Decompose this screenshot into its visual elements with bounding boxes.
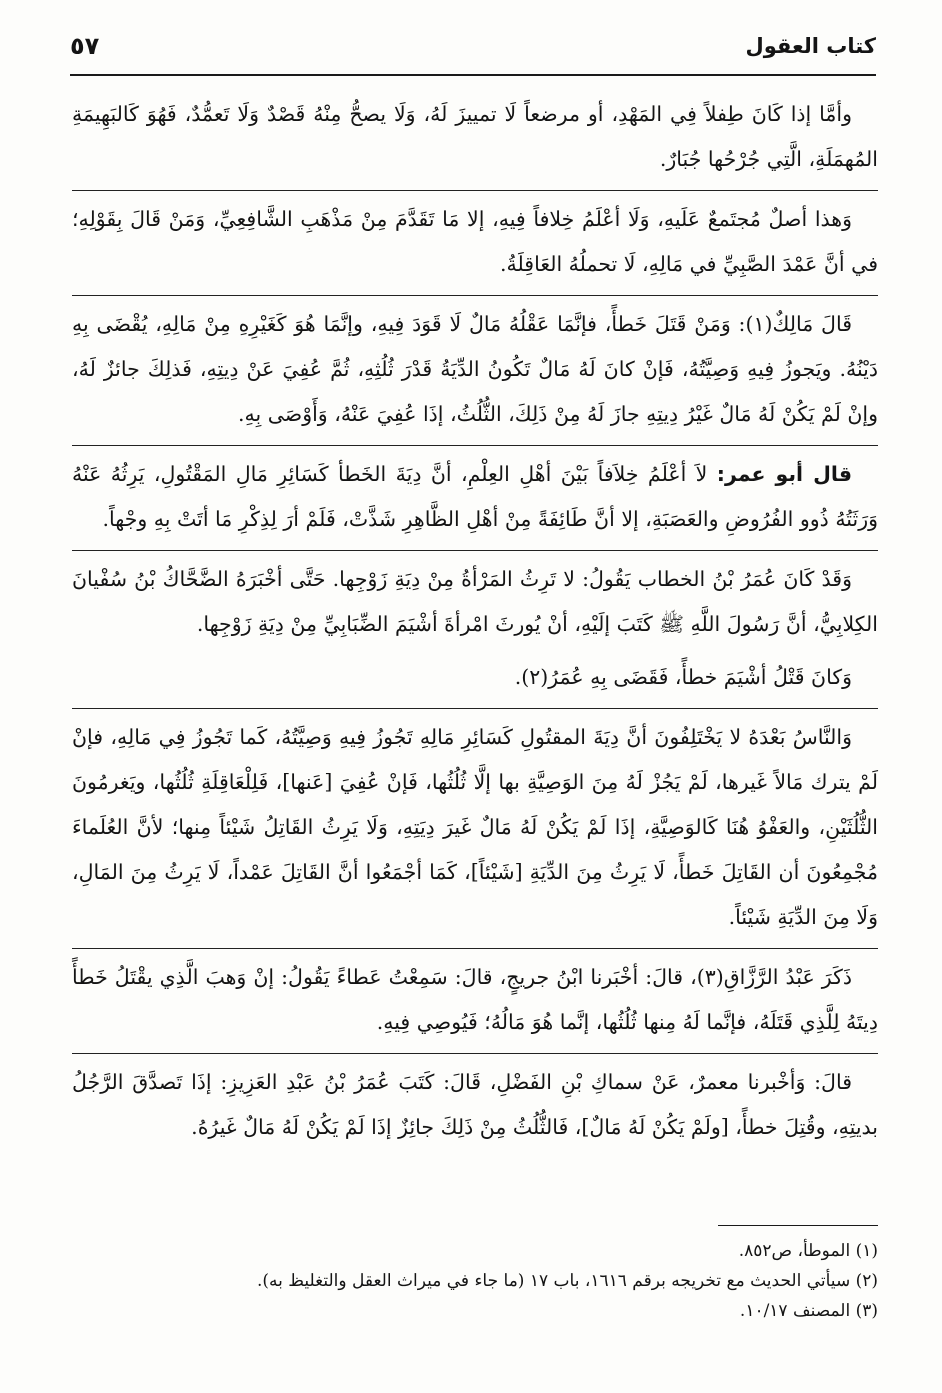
paragraph-text: وَهذا أصلٌ مُجتَمعٌ عَلَيهِ، وَلَا أعْلَمُ خِلافاً فِيهِ، إلا مَا تَقَدَّمَ مِنْ مَذْهَبِ الشَّافِعِيِّ، وَمَنْ قَالَ بِقَوْلِهِ؛ في أنَّ عَمْدَ الصَّبِيِّ في مَالِهِ، لَا تحملُهُ العَاقِلَةُ.	[72, 207, 878, 276]
footnote: (٣) المصنف ١٠/١٧.	[739, 1301, 878, 1321]
paragraph	[72, 655, 878, 700]
paragraph-text: قالَ: وَأخْبرنا معمرٌ، عَنْ سماكِ بْنِ الفَضْلِ، قَالَ: كَتَبَ عُمَرُ بْنُ عَبْدِ العَزِيزِ: إذَا تَصدَّقَ الرَّجُلُ بديتِهِ، وقُتِلَ خطأً، [ولَمْ يَكُنْ لَهُ مَالٌ]، فَالثُّلُثُ مِنْ ذَلِكَ جائِزٌ إذَا لَمْ يَكُنْ لَهُ مَالٌ غَيرُهُ.	[72, 1070, 878, 1139]
book-title: كتاب العقول	[739, 34, 876, 58]
paragraph-text: وأمَّا إذا كَانَ طِفلاً فِي المَهْدِ، أو مرضعاً لَا تمييزَ لَهُ، وَلَا يصحُّ مِنْهُ قَصْدٌ وَلَا تَعمُّدٌ، فَهُوَ كَالبَهِيمَةِ المُهمَلَةِ، الَّتِي جُرْحُها جُبَارٌ.	[72, 102, 878, 171]
paragraph-text: ذَكَرَ عَبْدُ الرَّزَّاقِ(٣)، قالَ: أخْبَرنا ابْنُ جريجٍ، قالَ: سَمِعْتُ عَطاءً يَقُولُ: إنْ وَهبَ الَّذِي يقْتَلُ خَطأً دِيتَهُ لِلَّذِي قَتَلَهُ، فإنَّما لَهُ مِنها ثُلُثُها، إنَّما هُوَ مَالُهُ؛ فَيُوصِي فِيهِ.	[72, 965, 878, 1034]
paragraph	[72, 550, 878, 647]
footnotes	[72, 1236, 878, 1326]
paragraph	[72, 445, 878, 542]
paragraph	[72, 190, 878, 287]
page-header	[70, 30, 876, 76]
footnote: (٢) سيأتي الحديث مع تخريجه برقم ١٦١٦، باب ١٧ (ما جاء في ميراث العقل والتغليظ به).	[256, 1271, 878, 1291]
paragraph	[72, 708, 878, 940]
footnote-separator	[718, 1225, 878, 1226]
paragraph	[72, 295, 878, 437]
main-text	[72, 92, 878, 1158]
page-number: ٥٧	[70, 32, 105, 60]
paragraph-text: وَكانَ قَتْلُ أشْيَمَ خطأً، فَقَضَى بِهِ عُمَرُ(٢).	[514, 665, 852, 689]
paragraph	[72, 948, 878, 1045]
paragraph-text: لاَ أعْلَمُ خِلاَفاً بَيْنَ أهْلِ العِلْمِ، أنَّ دِيَةَ الخَطأ كَسَائِرِ مَالِ المَقْتُولِ، يَرِثُهُ عَنْهُ وَرَثَتُهُ ذُوو الفُرُوضِ والعَصَبَةِ، إلا أنَّ طَائِفَةً مِنْ أهْلِ الظَّاهِرِ شَذَّتْ، فَلَمْ أرَ لِذِكْرِ مَا أتَتْ بِهِ وجْهاً.	[72, 462, 878, 531]
footnote: (١) الموطأ، ص٨٥٢.	[738, 1241, 878, 1261]
speaker-label: قال أبو عمر:	[716, 462, 852, 486]
paragraph	[72, 92, 878, 182]
paragraph-text: وَقَدْ كَانَ عُمَرُ بْنُ الخطاب يَقُولُ: لا تَرِثُ المَرْأةُ مِنْ دِيَةِ زَوْجِها. حَتَّى أخْبَرَهُ الضَّحَّاكُ بْنُ سُفْيانَ الكِلابِيُّ، أنَّ رَسُولَ اللَّهِ ﷺ كَتَبَ إلَيْهِ، أنْ يُورثَ امْرأةَ أشْيَمَ الضِّبَابِيِّ مِنْ دِيَةِ زَوْجِها.	[72, 567, 878, 636]
paragraph-text: قَالَ مَالِكٌ(١): وَمَنْ قَتَلَ خَطأً، فإنَّمَا عَقْلُهُ مَالٌ لَا قَوَدَ فِيهِ، وإنَّمَا هُوَ كَغَيْرِهِ مِنْ مَالِهِ، يُقْضَى بِهِ دَيْنُهُ. ويَجوزُ فِيهِ وَصِيَّتُهُ، فَإنْ كانَ لَهُ مَالٌ تَكُونُ الدِّيَةُ قَدْرَ ثُلُثِهِ، ثُمَّ عُفِيَ عَنْ دِيتِهِ، فَذلِكَ جائزٌ لَهُ، وإنْ لَمْ يَكُنْ لَهُ مَالٌ غَيْرُ دِيتِهِ جازَ لَهُ مِنْ ذَلِكَ، الثُّلُثُ، إذَا عُفِيَ عَنْهُ، وَأَوْصَى بِهِ.	[72, 312, 878, 426]
paragraph	[72, 1053, 878, 1150]
paragraph-text: وَالنَّاسُ بَعْدَهُ لا يَخْتَلِفُونَ أنَّ دِيَةَ المقتُولِ كَسَائِرِ مَالِهِ تَجُوزُ فِيهِ وَصِيَّتُهُ، كَما تَجُوزُ فِي مَالِهِ، فإنْ لَمْ يترك مَالاً غَيرها، لَمْ يَجُزْ لَهُ مِنَ الوَصِيَّةِ بها إلَّا ثُلُثُها، فَإنْ عُفِيَ [عَنها]، فَلِلْعَاقِلَةِ ثُلُثُها، ويَغرمُونَ الثُّلُثَيْنِ، والعَفْوُ هُنَا كَالوَصِيَّةِ، إذَا لَمْ يَكُنْ لَهُ مَالٌ غَيرَ دِيَتِهِ، وَلَا يَرِثُ القَاتِلُ شَيْئاً مِنها؛ لأنَّ العُلَماءَ مُجْمِعُونَ أن القَاتِلَ خَطأً، لَا يَرِثُ مِنَ الدِّيَةِ [شَيْئاً]، كَمَا أجْمَعُوا أنَّ القَاتِلَ عَمْداً، لَا يَرِثُ مِنَ المَالِ، وَلَا مِنَ الدِّيَةِ شَيْئاً.	[72, 725, 878, 929]
